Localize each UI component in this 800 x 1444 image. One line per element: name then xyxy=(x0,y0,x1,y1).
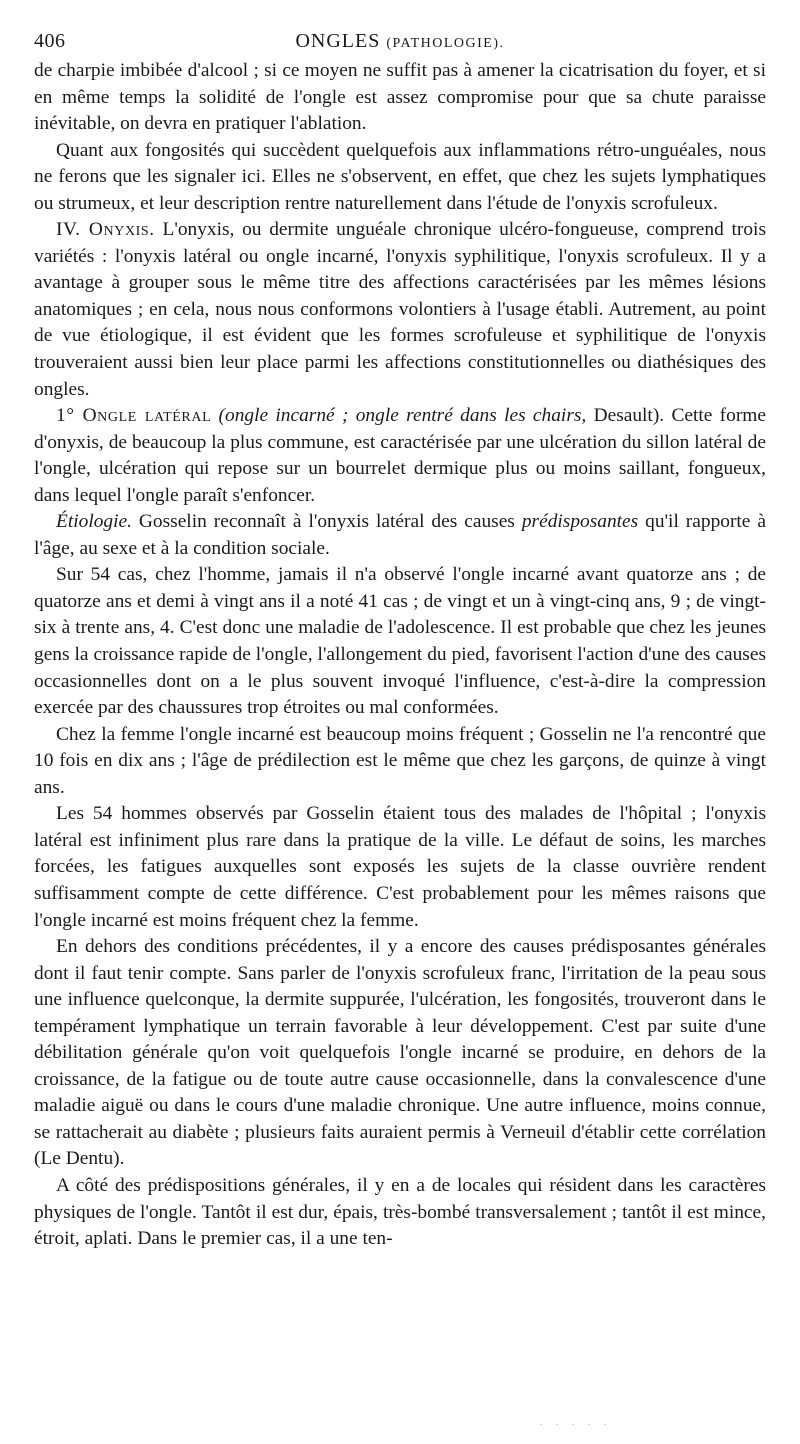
section-label-ongle-lateral: 1° Ongle latéral xyxy=(56,405,212,427)
etiologie-text-b: qu'il rapporte à l'âge, au sexe et à la condition sociale. xyxy=(34,511,766,559)
bottom-marks: . . . . . xyxy=(540,1418,612,1427)
paragraph-ongle-lateral xyxy=(34,403,766,509)
ongle-lateral-synonyms: (ongle incarné ; ongle rentré dans les chairs, xyxy=(211,405,587,427)
paragraph-femme: Chez la femme l'ongle incarné est beaucoup moins fréquent ; Gosselin ne l'a rencontré que 10 fois en dix ans ; l'âge de prédilection est le même que chez les garçons, de quinze à vingt ans. xyxy=(34,723,766,798)
paragraph-continuation: de charpie imbibée d'alcool ; si ce moyen ne suffit pas à amener la cicatrisation du foyer, et si en même temps la solidité de l'ongle est assez compromise pour que sa chute paraisse inévitable, on devra en pratiquer l'ablation. xyxy=(34,60,766,135)
paragraph-onyxis xyxy=(34,217,766,403)
paragraph-ongle-lateral-text: Desault). Cette forme d'onyxis, de beaucoup la plus commune, est caractérisée par une ulcération du sillon latéral de l'ongle, ulcération qui repose sur un bourrelet dermique plus ou moins saillant, fongueux, dans lequel l'ongle paraît s'enfoncer. xyxy=(34,405,766,506)
paragraph-causes-generales: En dehors des conditions précédentes, il y a encore des causes prédisposantes générales dont il faut tenir compte. Sans parler de l'onyxis scrofuleux franc, l'irritation de la peau sous une influence quelconque, la dermite suppurée, l'ulcération, les fongosités, trouveront dans le tempérament lymphatique un terrain favorable à leur développement. C'est par suite d'une débilitation générale qu'on voit quelquefois l'ongle incarné se produire, en dehors de la croissance, de la fatigue ou de toute autre cause occasionnelle, dans la convalescence d'une maladie aiguë ou dans le cours d'une maladie chronique. Une autre influence, moins connue, se rattacherait au diabète ; plusieurs faits auraient permis à Verneuil d'établir cette corrélation (Le Dentu). xyxy=(34,936,766,1170)
etiologie-heading: Étiologie. xyxy=(56,511,132,533)
body-text xyxy=(34,58,766,1253)
page-header xyxy=(34,24,766,58)
page-number: 406 xyxy=(34,30,66,52)
running-title xyxy=(34,30,766,53)
paragraph-causes-locales: A côté des prédispositions générales, il y en a de locales qui résident dans les caractères physiques de l'ongle. Tantôt il est dur, épais, très-bombé transversalement ; tantôt il est mince, étroit, aplati. Dans le premier cas, il a une ten- xyxy=(34,1174,766,1250)
running-title-sub: (PATHOLOGIE). xyxy=(386,36,505,51)
paragraph-hopital: Les 54 hommes observés par Gosselin étaient tous des malades de l'hôpital ; l'onyxis latéral est infiniment plus rare dans la pratique de la ville. Le défaut de soins, les marches forcées, les fatigues auxquelles sont exposés les sujets de la classe ouvrière rendent suffisamment compte de cette différence. C'est probablement pour les mêmes raisons que l'ongle incarné est moins fréquent chez la femme. xyxy=(34,803,766,931)
paragraph-onyxis-text: L'onyxis, ou dermite unguéale chronique ulcéro-fongueuse, comprend trois variétés : l'onyxis latéral ou ongle incarné, l'onyxis syphilitique, l'onyxis scrofuleux. Il y a avantage à grouper sous le même titre des affections caractérisées par les mêmes lésions anatomiques ; en cela, nous nous conformons volontiers à l'usage établi. Autrement, au point de vue étiologique, il est évident que les formes scrofuleuse et syphilitique de l'onyxis trouveraient aussi bien leur place parmi les affections constitutionnelles ou diathésiques des ongles. xyxy=(34,219,766,400)
etiologie-italic-word: prédisposantes xyxy=(521,511,639,533)
etiologie-text-a: Gosselin reconnaît à l'onyxis latéral des causes xyxy=(131,511,522,533)
running-title-main: ONGLES xyxy=(295,30,381,52)
paragraph-etiologie xyxy=(34,509,766,562)
section-label-onyxis: IV. Onyxis. xyxy=(56,219,155,241)
paragraph-fongosites: Quant aux fongosités qui succèdent quelquefois aux inflammations rétro-unguéales, nous ne ferons que les signaler ici. Elles ne s'observent, en effet, que chez les sujets lymphatiques ou strumeux, et leur description rentre naturellement dans l'étude de l'onyxis scrofuleux. xyxy=(34,139,766,214)
paragraph-statistiques-homme: Sur 54 cas, chez l'homme, jamais il n'a observé l'ongle incarné avant quatorze ans ; de quatorze ans et demi à vingt ans il a noté 41 cas ; de vingt et un à vingt-cinq ans, 9 ; de vingt-six à trente ans, 4. C'est donc une maladie de l'adolescence. Il est probable que chez les jeunes gens la croissance rapide de l'ongle, l'allongement du pied, favorisent l'action d'une des causes occasionnelles dont on a le plus souvent invoqué l'influence, c'est-à-dire la compression exercée par des chaussures trop étroites ou mal conformées. xyxy=(34,564,766,719)
